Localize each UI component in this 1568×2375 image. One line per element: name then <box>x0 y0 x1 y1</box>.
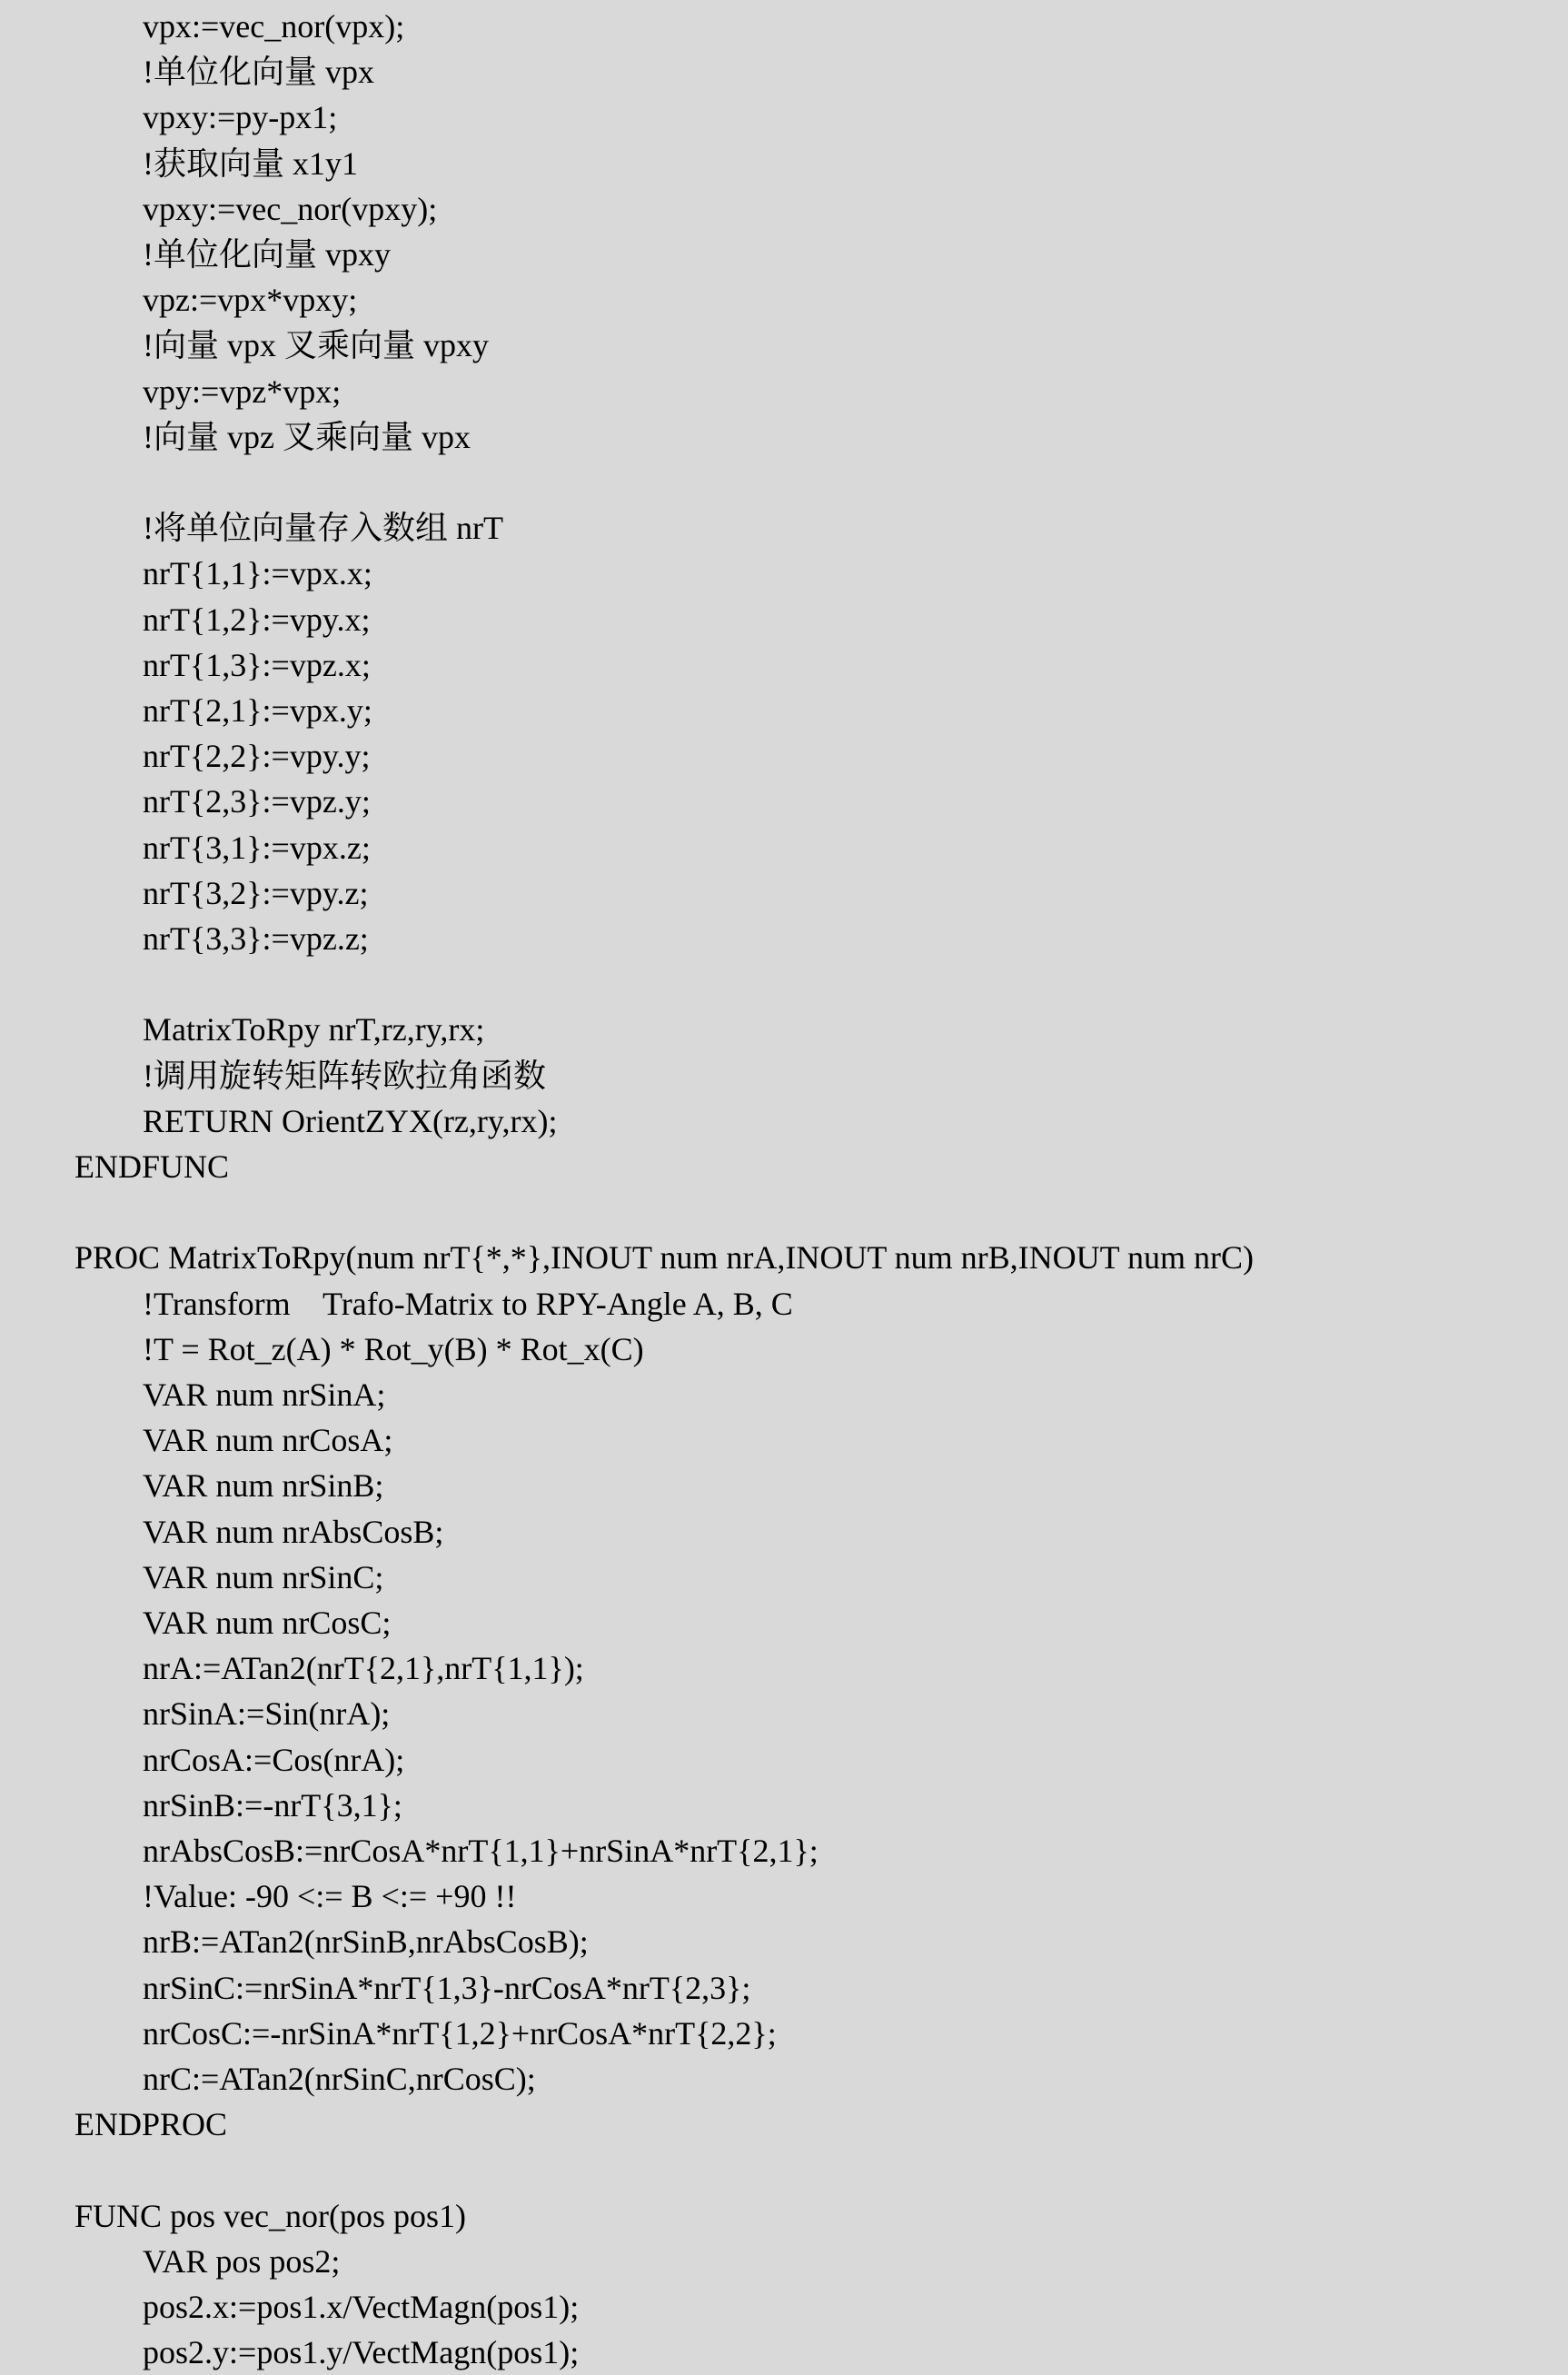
code-line: vpxy:=vec_nor(vpxy); <box>143 190 438 227</box>
code-line: vpxy:=py-px1; <box>143 99 338 136</box>
code-line: nrSinC:=nrSinA*nrT{1,3}-nrCosA*nrT{2,3}; <box>143 1969 751 2006</box>
code-line: !单位化向量 vpxy <box>143 236 391 273</box>
code-line: FUNC pos vec_nor(pos pos1) <box>74 2197 466 2234</box>
code-line: VAR num nrAbsCosB; <box>143 1513 444 1550</box>
code-line: !T = Rot_z(A) * Rot_y(B) * Rot_x(C) <box>143 1330 644 1367</box>
code-line: nrT{3,3}:=vpz.z; <box>143 920 369 957</box>
code-line: !向量 vpx 叉乘向量 vpxy <box>143 327 489 364</box>
code-line: ENDPROC <box>74 2106 228 2143</box>
code-line: !单位化向量 vpx <box>143 54 374 91</box>
code-line: !向量 vpz 叉乘向量 vpx <box>143 418 471 455</box>
code-line: pos2.y:=pos1.y/VectMagn(pos1); <box>143 2334 580 2371</box>
code-line: MatrixToRpy nrT,rz,ry,rx; <box>143 1011 485 1048</box>
code-line: nrB:=ATan2(nrSinB,nrAbsCosB); <box>143 1923 589 1961</box>
code-line: nrA:=ATan2(nrT{2,1},nrT{1,1}); <box>143 1650 584 1687</box>
code-line: nrAbsCosB:=nrCosA*nrT{1,1}+nrSinA*nrT{2,1}; <box>143 1833 819 1869</box>
code-line: !Value: -90 <:= B <:= +90 !! <box>143 1878 517 1915</box>
code-line: nrT{1,1}:=vpx.x; <box>143 555 372 592</box>
code-line: nrT{1,2}:=vpy.x; <box>143 601 371 638</box>
code-line: VAR num nrSinC; <box>143 1558 384 1595</box>
code-line: pos2.x:=pos1.x/VectMagn(pos1); <box>143 2289 580 2325</box>
code-line: RETURN OrientZYX(rz,ry,rx); <box>143 1102 558 1139</box>
code-line: nrT{3,1}:=vpx.z; <box>143 829 371 866</box>
code-line: nrSinA:=Sin(nrA); <box>143 1695 391 1733</box>
code-line: !将单位向量存入数组 nrT <box>143 510 503 547</box>
code-line: VAR num nrCosC; <box>143 1605 392 1641</box>
code-line: nrT{2,1}:=vpx.y; <box>143 692 372 729</box>
code-line: nrC:=ATan2(nrSinC,nrCosC); <box>143 2061 536 2097</box>
code-line: !获取向量 x1y1 <box>143 144 358 182</box>
code-line: vpx:=vec_nor(vpx); <box>143 8 405 45</box>
code-line: VAR num nrCosA; <box>143 1422 393 1459</box>
code-line: nrSinB:=-nrT{3,1}; <box>143 1786 402 1823</box>
code-line: PROC MatrixToRpy(num nrT{*,*},INOUT num nrA,INOUT num nrB,INOUT num nrC) <box>74 1239 1254 1277</box>
code-line: VAR num nrSinA; <box>143 1376 386 1413</box>
code-line: nrT{2,3}:=vpz.y; <box>143 783 371 820</box>
code-line: !Transform Trafo-Matrix to RPY-Angle A, B, C <box>143 1285 793 1322</box>
code-line: VAR num nrSinB; <box>143 1467 384 1505</box>
code-line: !调用旋转矩阵转欧拉角函数 <box>143 1057 546 1094</box>
code-line: nrT{3,2}:=vpy.z; <box>143 874 369 911</box>
code-line: vpz:=vpx*vpxy; <box>143 282 358 319</box>
code-line: nrCosC:=-nrSinA*nrT{1,2}+nrCosA*nrT{2,2}; <box>143 2014 777 2052</box>
code-line: vpy:=vpz*vpx; <box>143 373 342 410</box>
code-line: nrT{2,2}:=vpy.y; <box>143 738 371 775</box>
code-line: VAR pos pos2; <box>143 2242 341 2280</box>
code-line: nrCosA:=Cos(nrA); <box>143 1741 405 1778</box>
code-line: nrT{1,3}:=vpz.x; <box>143 646 371 683</box>
code-line: ENDFUNC <box>74 1148 230 1185</box>
